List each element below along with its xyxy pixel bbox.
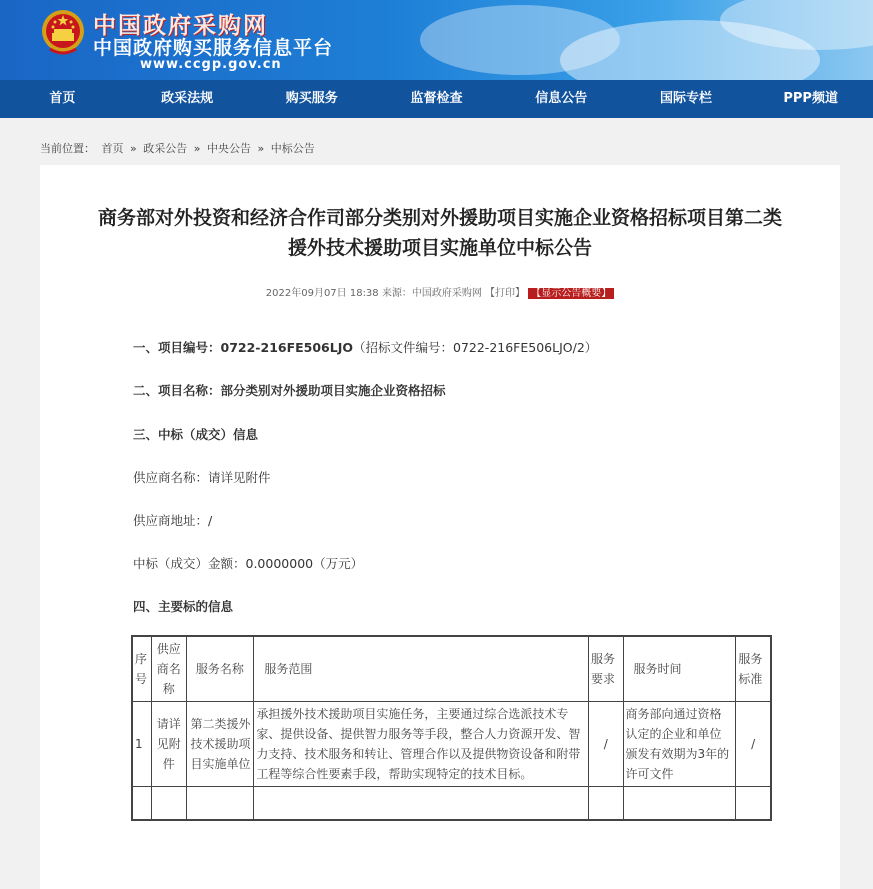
section-main-items: 四、主要标的信息 (133, 599, 234, 614)
cell-no: 1 (132, 702, 151, 787)
breadcrumb-item-central[interactable]: 中央公告 (206, 142, 251, 155)
breadcrumb-label: 当前位置： (40, 142, 95, 155)
site-logo-subtitle: 中国政府购买服务信息平台 (93, 37, 334, 59)
breadcrumb-separator: » (193, 142, 201, 155)
breadcrumb-separator: » (257, 142, 265, 155)
site-logo-title[interactable]: 中国政府采购网 (93, 13, 268, 39)
header-service-name: 服务名称 (186, 636, 254, 702)
header-supplier: 供应商名称 (151, 636, 186, 702)
nav-supervision[interactable]: 监督检查 (410, 91, 463, 106)
page-title-line1: 商务部对外投资和经济合作司部分类别对外援助项目实施企业资格招标项目第二类 (97, 207, 782, 229)
cell-service-name: 第二类援外技术援助项目实施单位 (186, 702, 254, 787)
nav-purchase-services[interactable]: 购买服务 (285, 91, 338, 106)
empty-cell (254, 787, 589, 821)
cell-service-standard: / (736, 702, 771, 787)
header-no: 序号 (132, 636, 151, 702)
empty-cell (132, 787, 151, 821)
breadcrumb-item-home[interactable]: 首页 (101, 142, 124, 155)
tender-doc-number: （招标文件编号：0722-216FE506LJO/2） (353, 340, 598, 355)
table-header-row (132, 636, 771, 702)
cell-service-scope: 承担援外技术援助项目实施任务，主要通过综合选派技术专家、提供设备、提供智力服务等手段，整合人力资源开发、智力支持、技术服务和转让、管理合作以及提供物资设备和附带工程等综合性要素手段，帮助实现特定的技术目标。 (254, 702, 589, 787)
nav-announcements[interactable]: 信息公告 (535, 91, 588, 106)
source-name: 中国政府采购网 (411, 288, 482, 299)
breadcrumb-item-procurement[interactable]: 政采公告 (143, 142, 188, 155)
project-number-value: 0722-216FE506LJO (220, 340, 353, 355)
main-items-table (131, 635, 772, 821)
site-header (0, 0, 873, 80)
cell-service-requirement: / (588, 702, 623, 787)
nav-regulations[interactable]: 政采法规 (161, 91, 214, 106)
supplier-address: 供应商地址：/ (133, 513, 213, 528)
section-project-name: 二、项目名称：部分类别对外援助项目实施企业资格招标 (133, 383, 446, 398)
nav-ppp[interactable]: PPP频道 (783, 91, 838, 106)
national-emblem-icon (40, 7, 86, 57)
nav-home[interactable]: 首页 (49, 91, 76, 106)
header-service-time: 服务时间 (623, 636, 736, 702)
cell-supplier: 请详见附件 (151, 702, 186, 787)
header-service-scope: 服务范围 (254, 636, 589, 702)
header-service-requirement: 服务要求 (588, 636, 623, 702)
breadcrumb (40, 140, 318, 156)
show-summary-button[interactable]: 【显示公告概要】 (528, 288, 614, 299)
print-link[interactable]: 【打印】 (485, 288, 526, 299)
empty-cell (186, 787, 254, 821)
publish-date: 2022年09月07日 18:38 (265, 288, 379, 299)
page-title (40, 203, 840, 263)
empty-cell (736, 787, 771, 821)
section-award-info: 三、中标（成交）信息 (133, 427, 259, 442)
empty-cell (623, 787, 736, 821)
site-url: www.ccgp.gov.cn (140, 57, 282, 72)
award-amount: 中标（成交）金额：0.0000000（万元） (133, 556, 364, 571)
table-row-empty (132, 787, 771, 821)
cell-service-time: 商务部向通过资格认定的企业和单位颁发有效期为3年的许可文件 (623, 702, 736, 787)
source-label: 来源： (381, 288, 412, 299)
nav-international[interactable]: 国际专栏 (659, 91, 712, 106)
header-service-standard: 服务标准 (736, 636, 771, 702)
page-title-line2: 援外技术援助项目实施单位中标公告 (287, 237, 592, 259)
breadcrumb-separator: » (130, 142, 137, 155)
main-nav (0, 80, 873, 118)
project-number-label: 一、项目编号： (133, 340, 221, 355)
article-meta (40, 284, 840, 299)
breadcrumb-item-award[interactable]: 中标公告 (270, 142, 315, 155)
supplier-name: 供应商名称：请详见附件 (133, 470, 271, 485)
empty-cell (151, 787, 186, 821)
empty-cell (588, 787, 623, 821)
section-project-number (133, 338, 597, 356)
table-row (132, 702, 771, 787)
